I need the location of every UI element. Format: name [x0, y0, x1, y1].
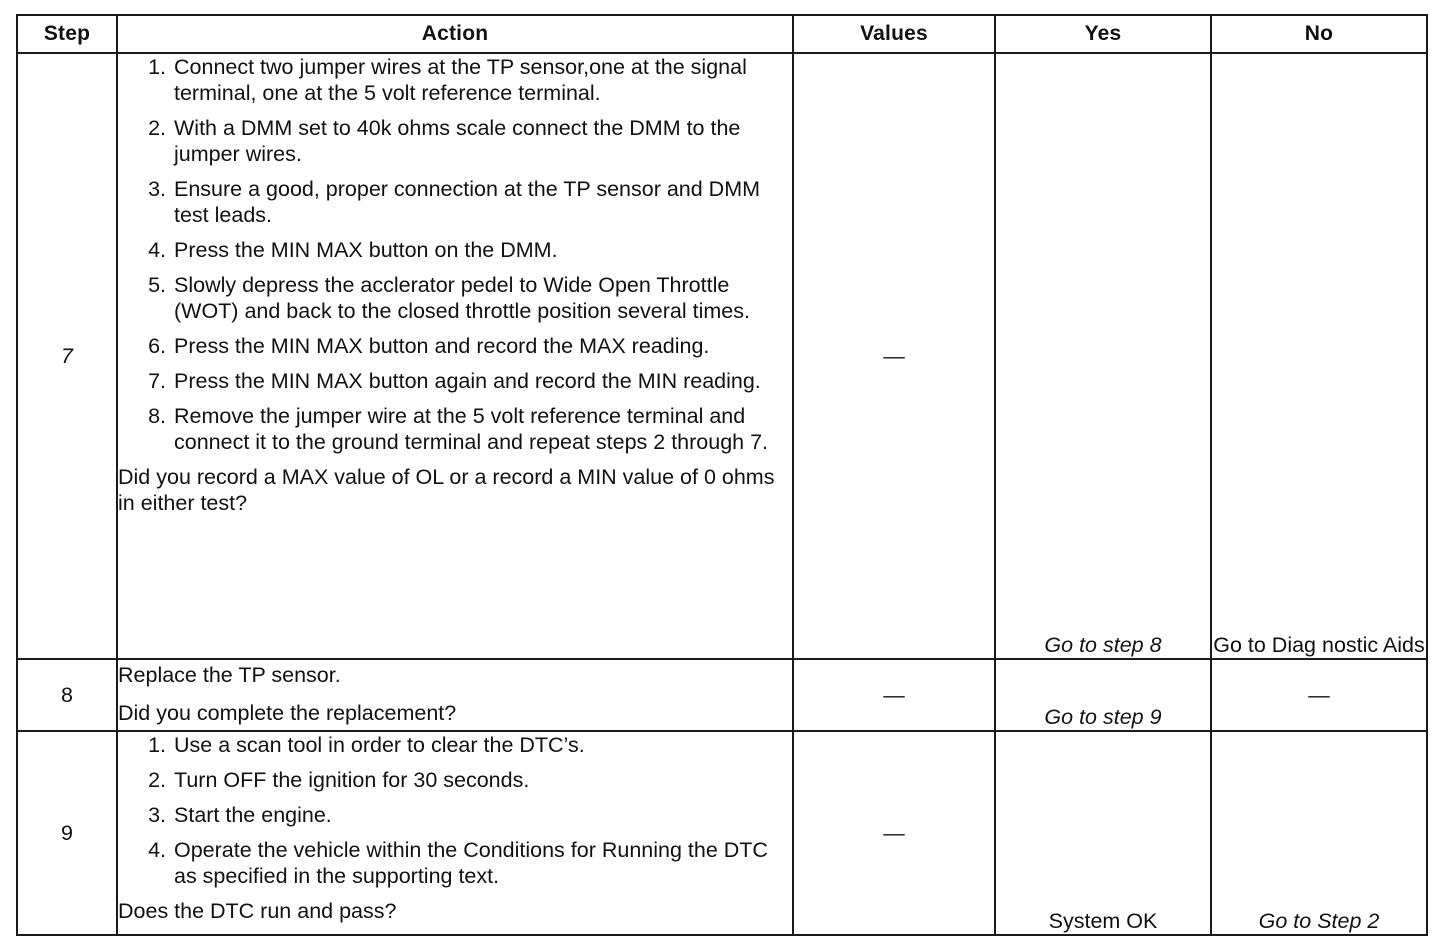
item-number: 8. [148, 404, 166, 428]
item-text: Press the MIN MAX button on the DMM. [174, 238, 558, 262]
list-item [118, 333, 792, 359]
action-steps [118, 732, 792, 889]
list-item [118, 272, 792, 324]
item-text: Press the MIN MAX button again and record the MIN reading. [174, 369, 761, 393]
action-cell [117, 659, 793, 731]
no-cell: Go to Diag nostic Aids [1211, 53, 1427, 659]
item-text: With a DMM set to 40k ohms scale connect the DMM to the jumper wires. [174, 116, 741, 166]
item-number: 3. [148, 177, 166, 201]
action-text: Replace the TP sensor. [118, 663, 341, 687]
item-number: 4. [148, 238, 166, 262]
list-item [118, 54, 792, 106]
list-item [118, 732, 792, 758]
header-yes: Yes [995, 15, 1211, 53]
item-number: 7. [148, 369, 166, 393]
values-cell: — [793, 731, 995, 935]
question-text: Did you complete the replacement? [118, 701, 457, 725]
list-item [118, 403, 792, 455]
item-text: Ensure a good, proper connection at the TP sensor and DMM test leads. [174, 177, 761, 227]
item-text: Remove the jumper wire at the 5 volt reference terminal and connect it to the ground terminal and repeat steps 2 through 7. [174, 404, 769, 454]
item-text: Slowly depress the acclerator pedel to Wide Open Throttle (WOT) and back to the closed throttle position several times. [174, 273, 750, 323]
yes-cell: Go to step 8 [995, 53, 1211, 659]
table-row [17, 659, 1427, 731]
diagnostic-table [16, 14, 1428, 936]
step-number: 8 [17, 659, 117, 731]
item-number: 2. [148, 768, 166, 792]
no-cell: — [1211, 659, 1427, 731]
question-text: Does the DTC run and pass? [118, 899, 397, 923]
item-number: 3. [148, 803, 166, 827]
item-number: 6. [148, 334, 166, 358]
item-text: Press the MIN MAX button and record the MAX reading. [174, 334, 710, 358]
list-item [118, 802, 792, 828]
item-number: 1. [148, 55, 166, 79]
item-text: Operate the vehicle within the Conditions for Running the DTC as specified in the supporting text. [174, 838, 768, 888]
yes-cell: Go to step 9 [995, 659, 1211, 731]
item-text: Start the engine. [174, 803, 332, 827]
item-number: 2. [148, 116, 166, 140]
table-row [17, 731, 1427, 935]
header-no: No [1211, 15, 1427, 53]
list-item [118, 368, 792, 394]
action-cell [117, 53, 793, 659]
header-values: Values [793, 15, 995, 53]
header-row [17, 15, 1427, 53]
list-item [118, 237, 792, 263]
values-cell: — [793, 659, 995, 731]
step-number: 7 [17, 53, 117, 659]
list-item [118, 176, 792, 228]
item-number: 1. [148, 733, 166, 757]
list-item [118, 115, 792, 167]
item-text: Turn OFF the ignition for 30 seconds. [174, 768, 530, 792]
item-text: Use a scan tool in order to clear the DTC’s. [174, 733, 585, 757]
item-number: 5. [148, 273, 166, 297]
header-action: Action [117, 15, 793, 53]
header-step: Step [17, 15, 117, 53]
action-cell [117, 731, 793, 935]
no-cell: Go to Step 2 [1211, 731, 1427, 935]
yes-cell: System OK [995, 731, 1211, 935]
question-text: Did you record a MAX value of OL or a record a MIN value of 0 ohms in either test? [118, 465, 775, 515]
item-text: Connect two jumper wires at the TP sensor,one at the signal terminal, one at the 5 volt reference terminal. [174, 55, 747, 105]
values-cell: — [793, 53, 995, 659]
list-item [118, 837, 792, 889]
list-item [118, 767, 792, 793]
step-number: 9 [17, 731, 117, 935]
item-number: 4. [148, 838, 166, 862]
table-row [17, 53, 1427, 659]
action-steps [118, 54, 792, 455]
